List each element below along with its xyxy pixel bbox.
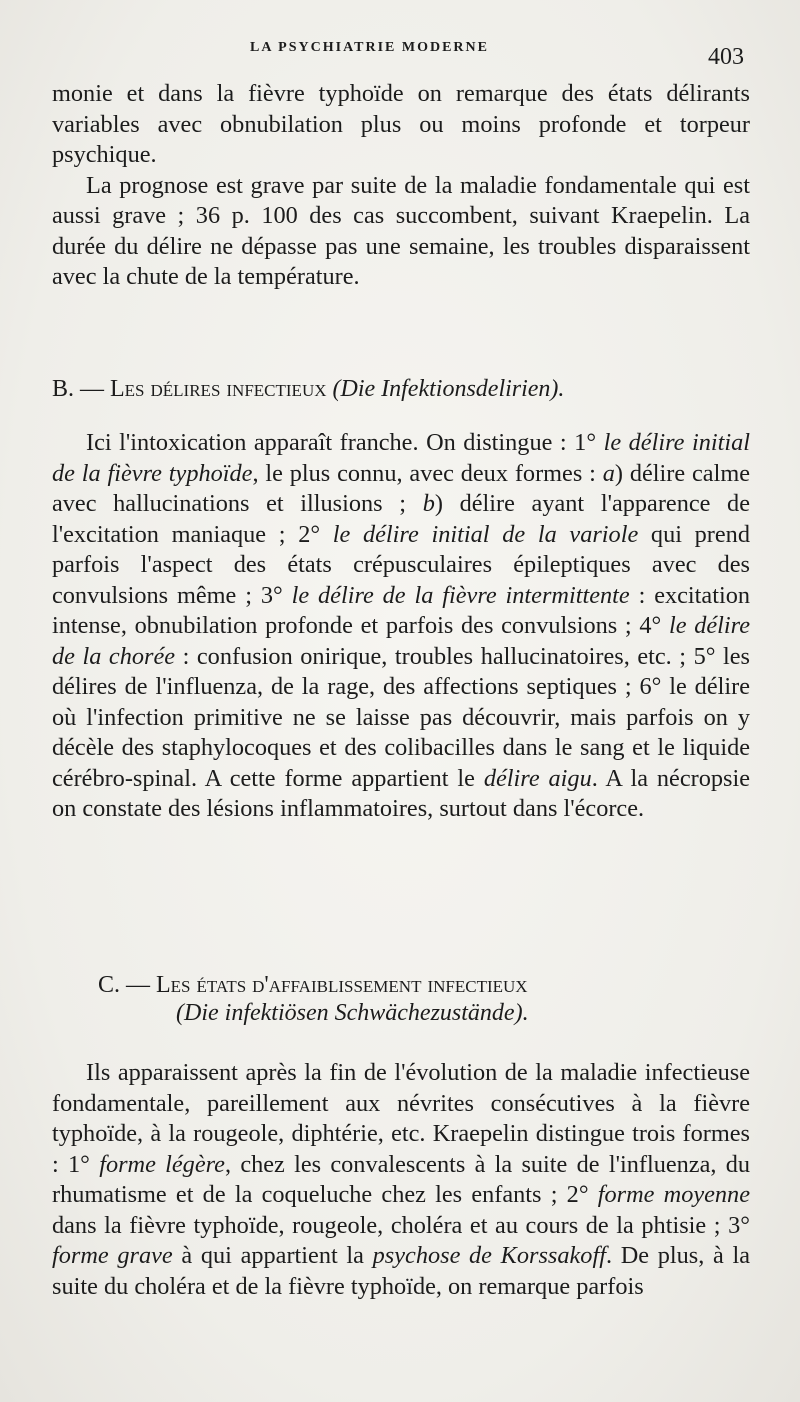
section-c-label: C. — xyxy=(98,972,151,998)
section-c-german-title: (Die infektiösen Schwächezustände). xyxy=(176,1000,529,1026)
section-b-body xyxy=(52,428,750,825)
section-c-paragraph: Ils apparaissent après la fin de l'évolution de la maladie infectieuse fondamentale, pareillement aux névrites consécutives à la fièvre typhoïde, à la rougeole, diphtérie, etc. Kraepelin distingue trois formes : 1° forme légère, chez les convalescents à la suite de l'influenza, du rhumatisme et de la coqueluche chez les enfants ; 2° forme moyenne dans la fièvre typhoïde, rougeole, choléra et au cours de la phtisie ; 3° forme grave à qui appartient la psychose de Korssakoff. De plus, à la suite du choléra et de la fièvre typhoïde, on remarque parfois xyxy=(52,1059,750,1300)
section-b-heading xyxy=(52,374,752,404)
section-b-german-title: (Die Infektionsdelirien). xyxy=(332,376,565,402)
section-c-heading xyxy=(98,970,748,1000)
section-c-title: Les états d'affaiblissement infectieux xyxy=(156,972,528,998)
section-c-body xyxy=(52,1058,750,1302)
section-b-paragraph: Ici l'intoxication apparaît franche. On distingue : 1° le délire initial de la fièvre typhoïde, le plus connu, avec deux formes : a) délire calme avec hallucinations et illusions ; b) délire ayant l'apparence de l'excitation maniaque ; 2° le délire initial de la variole qui prend parfois l'aspect des états crépusculaires épileptiques avec des convulsions même ; 3° le délire de la fièvre intermittente : excitation intense, obnubilation profonde et parfois des convulsions ; 4° le délire de la chorée : confusion onirique, troubles hallucinatoires, etc. ; 5° les délires de l'influenza, de la rage, des affections septiques ; 6° le délire où l'infection primitive ne se laisse pas découvrir, mais parfois on y décèle des staphylocoques et des colibacilles dans le sang et le liquide cérébro-spinal. A cette forme appartient le délire aigu. A la nécropsie on constate des lésions inflammatoires, surtout dans l'écorce. xyxy=(52,429,751,822)
paragraph-continuation: monie et dans la fièvre typhoïde on remarque des états délirants variables avec obnubilation plus ou moins profonde et torpeur psychique. xyxy=(52,80,750,168)
paragraph-prognosis: La prognose est grave par suite de la maladie fondamentale qui est aussi grave ; 36 p. 100 des cas succombent, suivant Kraepelin. La durée du délire ne dépasse pas une semaine, les troubles disparaissent avec la chute de la température. xyxy=(52,171,750,290)
running-head: LA PSYCHIATRIE MODERNE xyxy=(250,40,489,55)
section-b-title: Les délires infectieux xyxy=(110,376,327,402)
opening-text xyxy=(52,79,750,293)
section-b-label: B. — xyxy=(52,376,105,402)
page-number: 403 xyxy=(708,44,744,70)
